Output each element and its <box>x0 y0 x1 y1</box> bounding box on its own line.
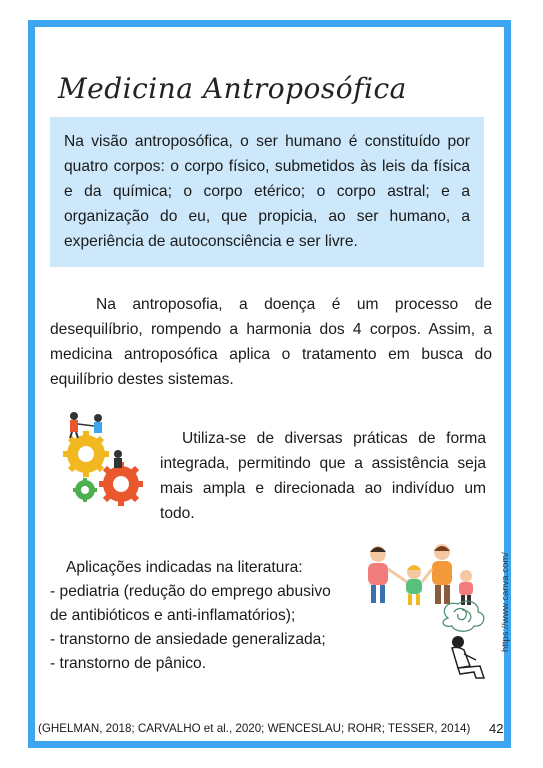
reference-citation: (GHELMAN, 2018; CARVALHO et al., 2020; WENCESLAU; ROHR; TESSER, 2014) <box>38 722 471 735</box>
anxious-person-illustration <box>436 598 498 684</box>
page-title: Medicina Antroposófica <box>58 72 407 105</box>
list-item: - transtorno de ansiedade generalizada; <box>50 631 326 648</box>
list-item: - transtorno de pânico. <box>50 655 207 672</box>
applications-list <box>50 556 380 676</box>
gears-teamwork-illustration <box>58 406 150 508</box>
page-number: 42 <box>489 721 504 736</box>
highlight-text: Na visão antroposófica, o ser humano é constituído por quatro corpos: o corpo físico, submetidos às leis da física e da química; o corpo etérico; o corpo astral; e a organização do eu, que propicia, ao ser humano, a experiência de autoconsciência e ser livre. <box>64 133 470 250</box>
paragraph-practices: Utiliza-se de diversas práticas de forma integrada, permitindo que a assistência seja mais ampla e direcionada ao indivíduo um todo. <box>160 430 486 522</box>
image-credit[interactable]: https://www.canva.com/ <box>500 552 511 652</box>
list-item: de antibióticos e anti-inflamatórios); <box>50 607 296 624</box>
list-item: - pediatria (redução do emprego abusivo <box>50 583 331 600</box>
paragraph-disease: Na antroposofia, a doença é um processo de desequilíbrio, rompendo a harmonia dos 4 corpos. Assim, a medicina antroposófica aplica o tratamento em busca do equilíbrio destes sistemas. <box>50 296 492 388</box>
applications-heading: Aplicações indicadas na literatura: <box>66 559 303 576</box>
highlight-box <box>50 117 484 267</box>
